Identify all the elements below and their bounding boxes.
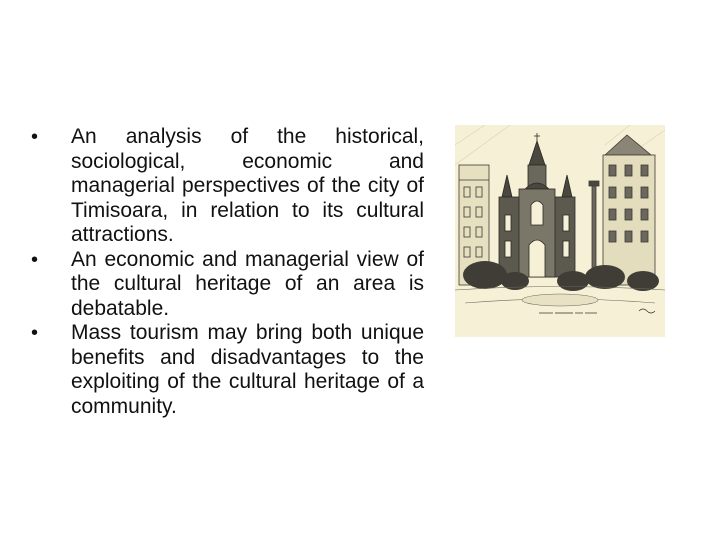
bullet-list — [31, 125, 424, 419]
bullet-item-2: • An economic and managerial view of the cultural heritage of an area is debatable. — [31, 248, 424, 322]
bullet-item-1: • An analysis of the historical, sociological, economic and managerial perspectives of the city of Timisoara, in relation to its cultural attractions. — [31, 125, 424, 248]
bullet-item-3: • Mass tourism may bring both unique benefits and disadvantages to the exploiting of the cultural heritage of a community. — [31, 321, 424, 419]
cathedral-sketch-image — [455, 125, 665, 337]
